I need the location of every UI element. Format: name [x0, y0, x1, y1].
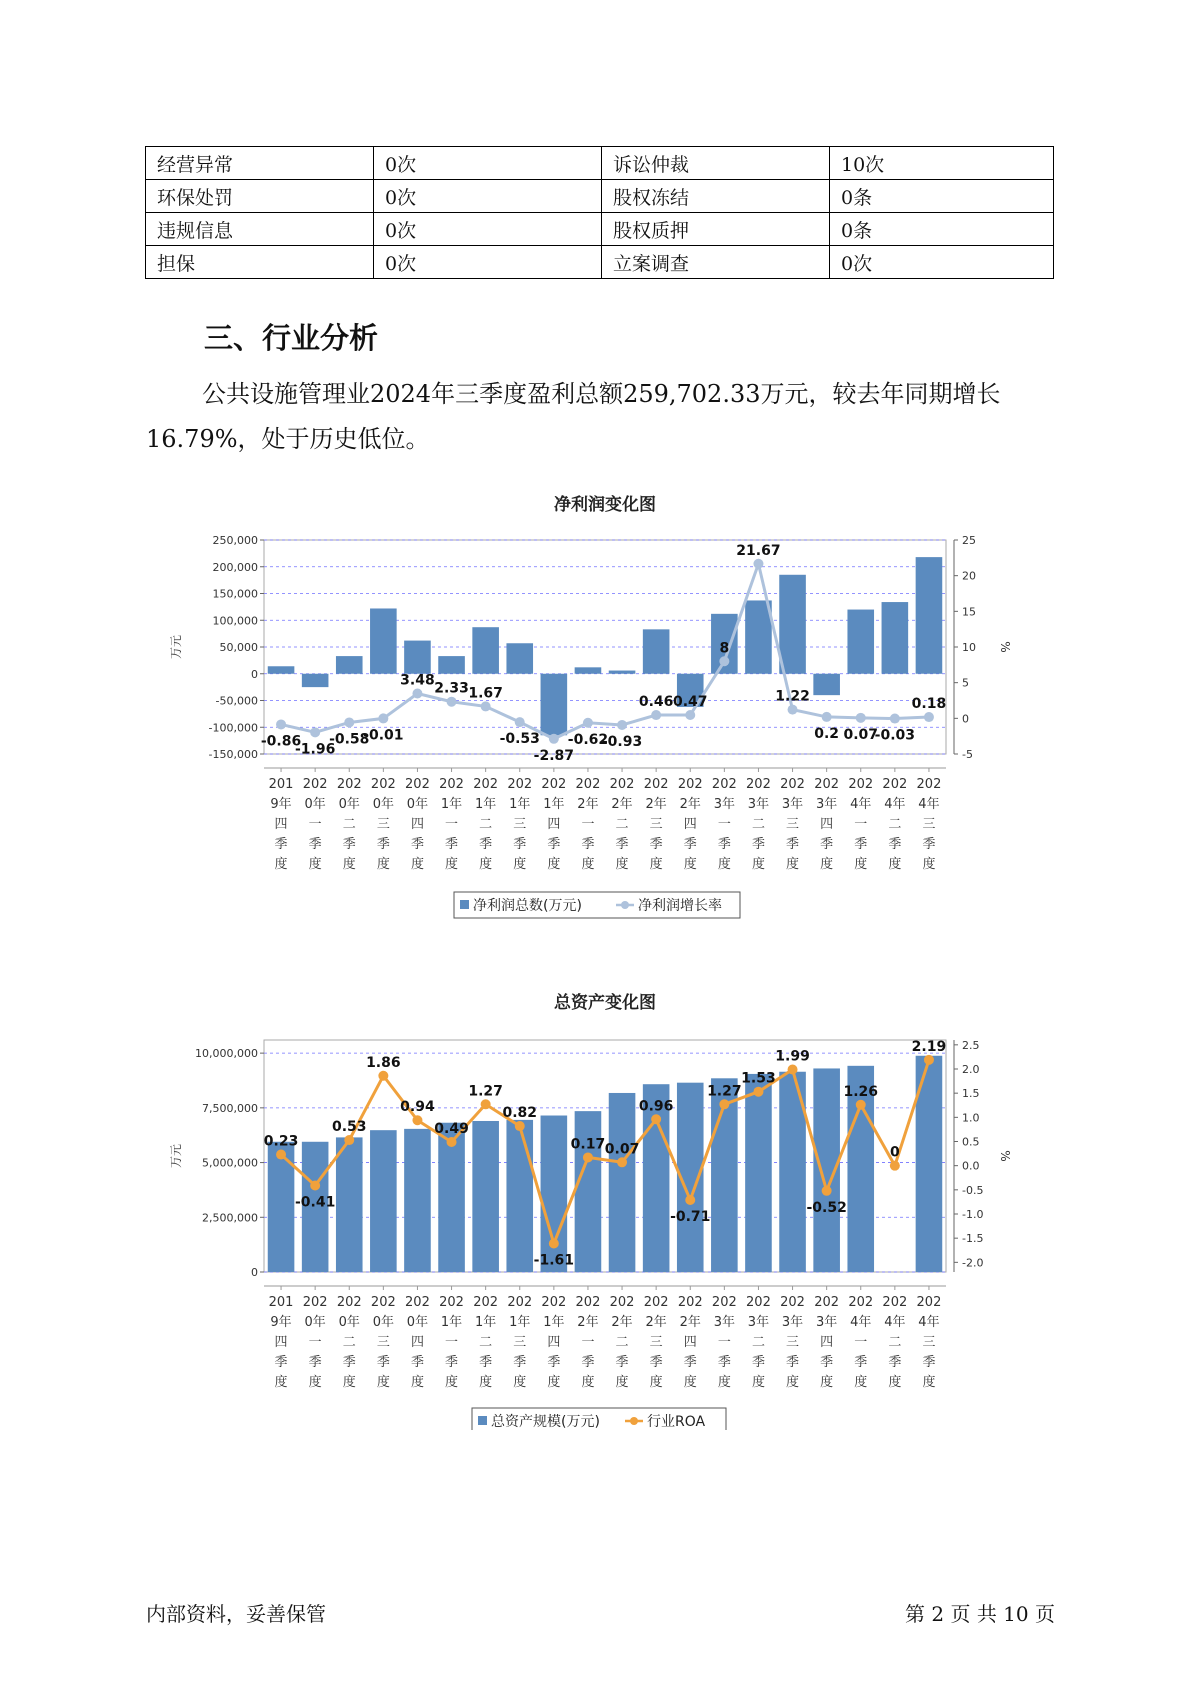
x-tick-label: 202 2年一季度 [575, 777, 601, 872]
line-point [481, 701, 491, 711]
line-point [753, 559, 763, 569]
x-tick-label: 202 4年二季度 [882, 1295, 908, 1390]
y2-tick-label: 2.0 [962, 1063, 980, 1076]
y-tick-label: 0 [251, 667, 258, 681]
x-tick-label: 202 0年一季度 [302, 777, 328, 872]
y-tick-label: 0 [251, 1266, 258, 1279]
line-point [276, 719, 286, 729]
line-point [549, 1238, 559, 1248]
risk-value: 0次 [374, 213, 602, 246]
bar [302, 674, 329, 687]
data-label: -0.52 [806, 1199, 847, 1216]
x-tick-label: 202 3年一季度 [711, 777, 737, 872]
chart-title: 净利润变化图 [554, 495, 656, 515]
footer-right: 第 2 页 共 10 页 [905, 1602, 1055, 1626]
y2-tick-label: 15 [962, 605, 976, 619]
risk-label: 股权冻结 [602, 180, 830, 213]
data-label: -0.93 [601, 733, 643, 750]
risk-value: 0条 [830, 213, 1054, 246]
line-point [890, 1161, 900, 1171]
bar [472, 1121, 499, 1272]
y2-tick-label: -2.0 [962, 1256, 984, 1270]
x-tick-label: 202 2年三季度 [643, 777, 669, 872]
data-label: -1.96 [294, 741, 336, 758]
data-label: 2.33 [434, 680, 469, 697]
bar [745, 1074, 772, 1272]
line-point [822, 1186, 832, 1196]
bar [472, 627, 499, 674]
x-tick-label: 202 2年二季度 [609, 777, 635, 872]
x-tick-label: 202 3年四季度 [814, 1295, 840, 1390]
analysis-paragraph: 公共设施管理业2024年三季度盈利总额259,702.33万元，较去年同期增长16.79%，处于历史低位。 [146, 380, 1001, 453]
legend-swatch-bar [478, 1416, 487, 1425]
x-tick-label: 202 1年三季度 [507, 777, 533, 872]
y2-tick-label: -5 [962, 748, 973, 761]
data-label: 0.07 [604, 1141, 640, 1158]
bar [268, 666, 295, 673]
line-point [310, 727, 320, 737]
data-label: 0.23 [263, 1133, 299, 1150]
bar [575, 1111, 602, 1272]
data-label: -0.41 [294, 1194, 336, 1211]
line-point [378, 1071, 388, 1081]
x-tick-label: 202 0年三季度 [370, 777, 396, 872]
bar [813, 674, 840, 695]
x-tick-label: 202 0年一季度 [302, 1295, 328, 1390]
data-label: 1.53 [741, 1070, 776, 1087]
risk-value: 10次 [830, 147, 1054, 180]
y-tick-label: 200,000 [212, 560, 258, 574]
line-point [651, 710, 661, 720]
x-tick-label: 202 1年四季度 [541, 1295, 567, 1390]
x-tick-label: 202 1年一季度 [439, 777, 464, 872]
x-tick-label: 202 0年三季度 [370, 1295, 396, 1390]
line-point [447, 697, 457, 707]
x-tick-label: 202 0年四季度 [405, 1295, 430, 1390]
bar [609, 671, 636, 674]
x-tick-label: 202 0年四季度 [405, 777, 430, 872]
line-point [651, 1114, 661, 1124]
chart-title: 总资产变化图 [554, 993, 656, 1013]
x-tick-label: 202 4年一季度 [848, 777, 874, 872]
x-tick-label: 202 4年二季度 [882, 777, 908, 872]
x-tick-label: 202 1年二季度 [473, 777, 499, 872]
line-point [515, 717, 525, 727]
line-point [378, 713, 388, 723]
bar [541, 674, 568, 736]
line-point [344, 717, 354, 727]
data-label: 1.86 [366, 1054, 401, 1071]
y2-tick-label: 5 [962, 676, 969, 690]
bar [575, 667, 602, 673]
line-point [412, 689, 422, 699]
data-label: 0.46 [638, 694, 674, 711]
legend-swatch-point [630, 1417, 638, 1425]
x-tick-label: 201 9年四季度 [268, 1295, 294, 1390]
bar [779, 575, 806, 674]
risk-value: 0次 [830, 246, 1054, 279]
data-label: 1.27 [468, 1083, 503, 1100]
legend-label: 净利润总数(万元) [473, 898, 582, 914]
x-tick-label: 202 2年三季度 [643, 1295, 669, 1390]
y2-tick-label: 2.5 [962, 1038, 980, 1052]
bar [404, 1129, 431, 1272]
x-tick-label: 202 3年二季度 [746, 1295, 771, 1390]
data-label: 0.2 [814, 725, 840, 742]
y2-tick-label: 0 [962, 712, 969, 726]
risk-label: 环保处罚 [146, 180, 374, 213]
line-point [583, 1152, 593, 1162]
bar [745, 600, 772, 673]
y2-tick-label: 25 [962, 534, 976, 547]
x-tick-label: 202 2年四季度 [677, 777, 703, 872]
net-profit-chart [160, 492, 1020, 932]
legend-label: 总资产规模(万元) [491, 1414, 600, 1430]
x-tick-label: 202 2年四季度 [677, 1295, 703, 1390]
y2-tick-label: -0.5 [962, 1183, 984, 1197]
line-point [617, 720, 627, 730]
data-label: 0.17 [570, 1136, 606, 1153]
bar [370, 608, 397, 673]
risk-value: 0次 [374, 180, 602, 213]
data-label: 0 [889, 1144, 900, 1161]
bar [609, 1093, 636, 1272]
line-point [685, 710, 695, 720]
y-tick-label: 5,000,000 [202, 1156, 258, 1170]
line-point [719, 656, 729, 666]
risk-label: 经营异常 [146, 147, 374, 180]
data-label: 1.26 [843, 1083, 879, 1100]
total-assets-chart [160, 990, 1020, 1430]
line-point [310, 1180, 320, 1190]
y2-tick-label: 1.0 [962, 1111, 980, 1125]
x-tick-label: 201 9年四季度 [268, 777, 294, 872]
risk-label: 立案调查 [602, 246, 830, 279]
y-tick-label: 10,000,000 [195, 1047, 258, 1061]
data-label: 8 [719, 640, 730, 657]
y-axis-label: 万元 [169, 1143, 183, 1169]
x-tick-label: 202 3年三季度 [780, 1295, 805, 1390]
legend-swatch-bar [460, 900, 469, 909]
y-tick-label: -150,000 [208, 748, 258, 761]
risk-label: 担保 [146, 246, 374, 279]
line-point [412, 1115, 422, 1125]
y-tick-label: 100,000 [212, 614, 258, 628]
x-tick-label: 202 4年三季度 [916, 777, 942, 872]
risk-value: 0次 [374, 147, 602, 180]
x-tick-label: 202 1年四季度 [541, 777, 567, 872]
data-label: 0.94 [400, 1099, 435, 1116]
line-point [788, 1064, 798, 1074]
y2-axis-label: % [998, 641, 1012, 653]
y2-tick-label: 10 [962, 641, 976, 654]
data-label: -1.61 [533, 1252, 575, 1269]
data-label: 21.67 [736, 542, 781, 559]
risk-row [146, 180, 1054, 213]
risk-row [146, 147, 1054, 180]
x-tick-label: 202 4年一季度 [848, 1295, 874, 1390]
x-tick-label: 202 4年三季度 [916, 1295, 942, 1390]
x-tick-label: 202 0年二季度 [336, 777, 362, 872]
data-label: -0.03 [874, 727, 916, 744]
line-point [924, 1055, 934, 1065]
x-tick-label: 202 3年一季度 [711, 1295, 737, 1390]
data-label: -2.87 [533, 747, 575, 764]
x-tick-label: 202 3年四季度 [814, 777, 840, 872]
legend-swatch-point [621, 901, 629, 909]
line-point [685, 1195, 695, 1205]
risk-label: 违规信息 [146, 213, 374, 246]
bar [336, 656, 363, 674]
bar [847, 610, 874, 674]
data-label: 0.82 [502, 1105, 538, 1122]
x-tick-label: 202 1年二季度 [473, 1295, 499, 1390]
risk-row [146, 246, 1054, 279]
data-label: 0.53 [331, 1119, 367, 1136]
data-label: -0.01 [363, 727, 404, 744]
line-point [822, 712, 832, 722]
y-tick-label: 250,000 [212, 534, 258, 547]
footer-left: 内部资料，妥善保管 [146, 1602, 326, 1626]
data-label: 0.49 [434, 1120, 469, 1137]
data-label: 1.27 [707, 1083, 742, 1100]
bar [438, 656, 465, 674]
x-tick-label: 202 3年三季度 [780, 777, 805, 872]
y2-tick-label: 0.5 [962, 1135, 980, 1149]
bar [370, 1130, 397, 1272]
line-point [344, 1135, 354, 1145]
x-tick-label: 202 2年二季度 [609, 1295, 635, 1390]
data-label: 0.47 [672, 693, 708, 710]
line-point [856, 1100, 866, 1110]
y2-tick-label: -1.0 [962, 1208, 984, 1221]
bar [916, 557, 943, 674]
bar [506, 643, 533, 673]
line-point [617, 1157, 627, 1167]
bar [336, 1137, 363, 1272]
section-title: 三、行业分析 [204, 321, 379, 355]
y-tick-label: 50,000 [219, 641, 258, 654]
data-label: 2.19 [911, 1038, 947, 1055]
line-point [549, 734, 559, 744]
line-point [515, 1121, 525, 1131]
y2-tick-label: 1.5 [962, 1087, 980, 1101]
line-point [788, 705, 798, 715]
y-tick-label: -100,000 [208, 721, 258, 735]
line-point [481, 1099, 491, 1109]
data-label: 0.96 [638, 1098, 674, 1115]
y-tick-label: -50,000 [215, 694, 258, 708]
y2-tick-label: 0.0 [962, 1159, 980, 1173]
data-label: 0.07 [843, 726, 879, 743]
x-tick-label: 202 3年二季度 [746, 777, 771, 872]
y2-tick-label: 20 [962, 569, 976, 583]
bar [882, 602, 909, 674]
line-point [719, 1099, 729, 1109]
line-point [890, 714, 900, 724]
data-label: 3.48 [400, 672, 435, 689]
legend-label: 行业ROA [647, 1414, 706, 1430]
data-label: -0.71 [670, 1208, 711, 1225]
risk-value: 0次 [374, 246, 602, 279]
risk-label: 诉讼仲裁 [602, 147, 830, 180]
y2-tick-label: -1.5 [962, 1232, 984, 1246]
data-label: -0.62 [567, 731, 609, 748]
line-point [856, 713, 866, 723]
y2-axis-label: % [998, 1150, 1012, 1162]
data-label: 1.22 [775, 688, 810, 705]
risk-table [145, 146, 1054, 279]
data-label: -0.53 [499, 731, 540, 748]
data-label: 1.99 [775, 1048, 810, 1065]
data-label: 1.67 [468, 685, 503, 702]
data-label: -0.86 [260, 733, 302, 750]
line-point [924, 712, 934, 722]
data-label: -0.58 [329, 731, 370, 748]
y-tick-label: 7,500,000 [202, 1101, 258, 1115]
line-point [753, 1087, 763, 1097]
bar [404, 641, 431, 674]
x-tick-label: 202 1年一季度 [439, 1295, 464, 1390]
bar [541, 1116, 568, 1272]
bar [643, 629, 670, 673]
y-axis-label: 万元 [169, 634, 183, 660]
y-tick-label: 150,000 [212, 587, 258, 601]
x-tick-label: 202 2年一季度 [575, 1295, 601, 1390]
risk-label: 股权质押 [602, 213, 830, 246]
y-tick-label: 2,500,000 [202, 1211, 258, 1225]
data-label: 0.18 [911, 696, 947, 713]
bar [506, 1120, 533, 1272]
x-tick-label: 202 0年二季度 [336, 1295, 362, 1390]
line-point [447, 1137, 457, 1147]
x-tick-label: 202 1年三季度 [507, 1295, 533, 1390]
risk-value: 0条 [830, 180, 1054, 213]
risk-row [146, 213, 1054, 246]
line-point [276, 1150, 286, 1160]
line-point [583, 718, 593, 728]
legend-label: 净利润增长率 [638, 898, 722, 914]
